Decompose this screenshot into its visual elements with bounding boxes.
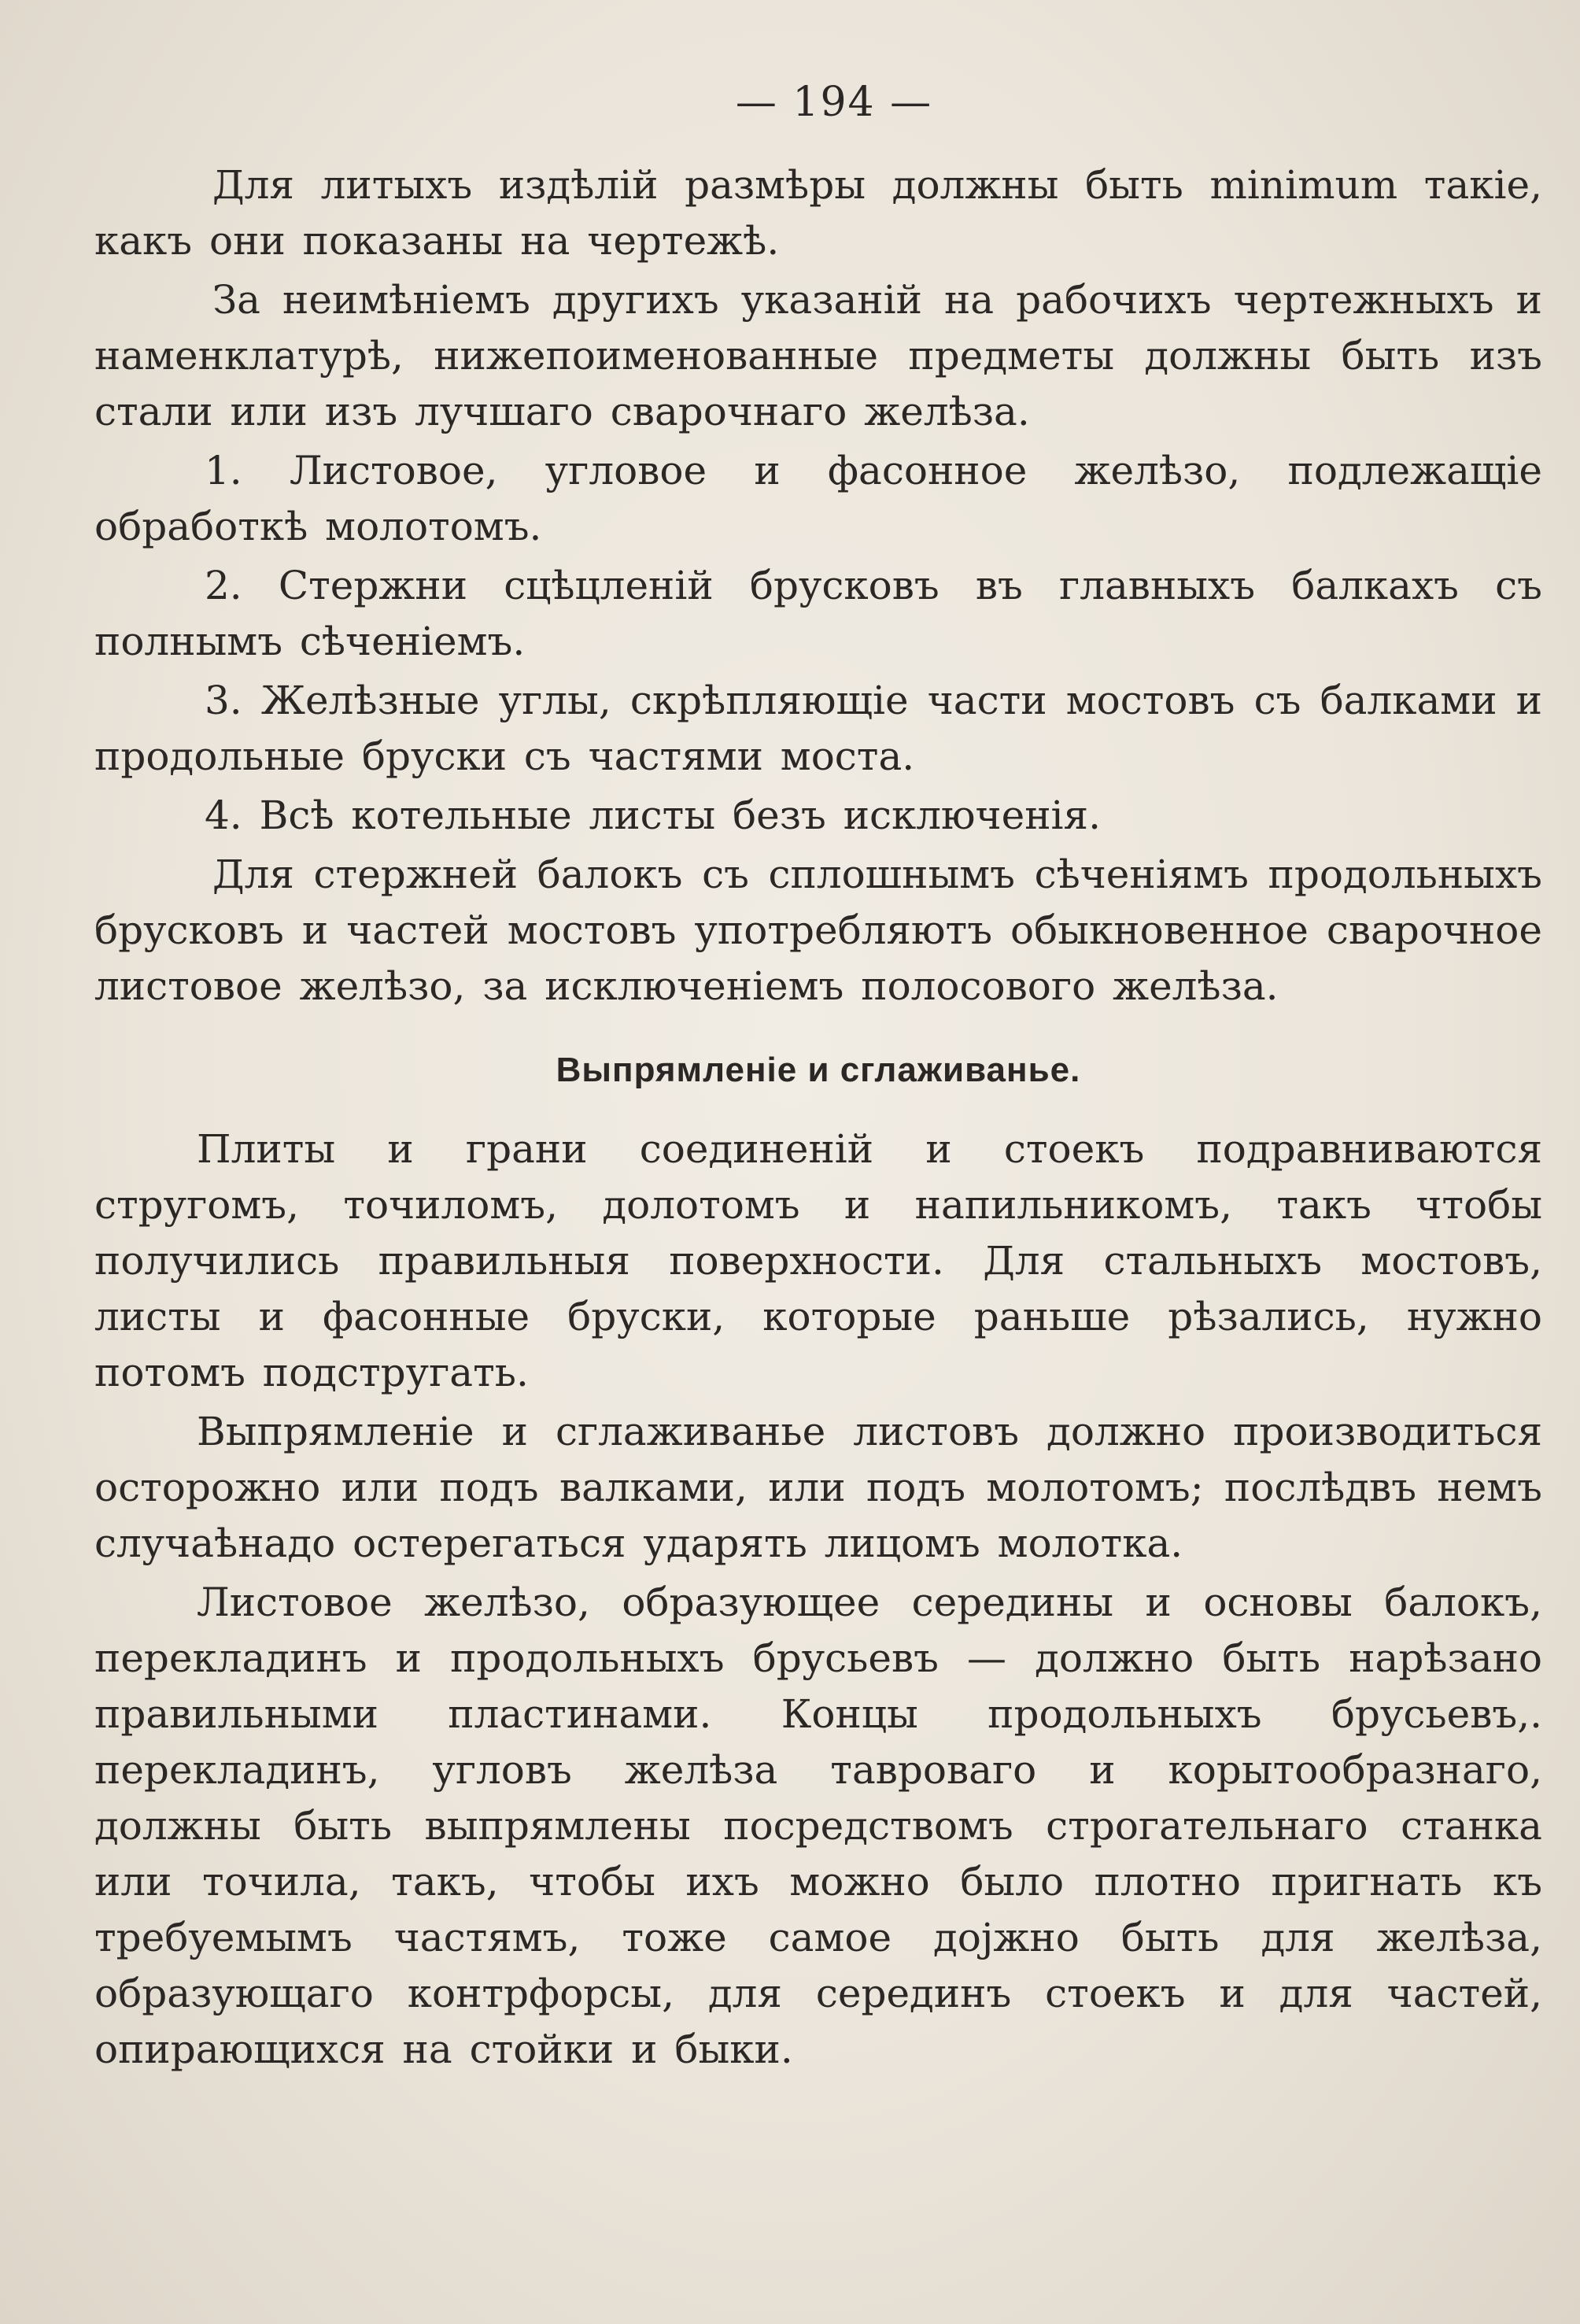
paragraph-rods: Для стержней балокъ съ сплошнымъ сѣченіямъ продольныхъ брусковъ и частей мостовъ употребляютъ обыкновенное сварочное листовое желѣзо, за исключеніемъ полосового желѣза. [94, 852, 1542, 1009]
paragraph-cast-items: Для литыхъ издѣлій размѣры должны быть minimum такіе, какъ они показаны на чертежѣ. [94, 162, 1542, 264]
section-heading: Выпрямленіе и сглаживанье. [556, 1051, 1081, 1089]
section-body [94, 1121, 1542, 2078]
list-item-1: 1. Листовое, угловое и фасонное желѣзо, подлежащіе обработкѣ молотомъ. [94, 448, 1542, 549]
list-item-4: 4. Всѣ котельные листы безъ исключенія. [205, 793, 1101, 838]
document-page [94, 79, 1542, 2081]
paragraph-straightening: Выпрямленіе и сглаживанье листовъ должно производиться осторожно или подъ валками, или подъ молотомъ; послѣдвъ немъ случаѣнадо остерегаться ударять лицомъ молотка. [94, 1409, 1542, 1566]
paragraph-sheet-iron: Листовое желѣзо, образующее середины и основы балокъ, перекладинъ и продольныхъ брусьевъ — должно быть нарѣзано правильными пластинами. Концы продольныхъ брусьевъ,. перекладинъ, угловъ желѣза тавроваго и корытообразнаго, должны быть выпрямлены посредствомъ строгательнаго станка или точила, такъ, чтобы ихъ можно было плотно пригнать къ требуемымъ частямъ, тоже самое доjжно быть для желѣза, образующаго контрфорсы, для серединъ стоекъ и для частей, опирающихся на стойки и быки. [94, 1580, 1542, 2072]
page-number: — 194 — [735, 79, 933, 126]
paragraph-materials: За неимѣніемъ другихъ указаній на рабочихъ чертежныхъ и наменклатурѣ, нижепоименованные предметы должны быть изъ стали или изъ лучшаго сварочнаго желѣза. [94, 277, 1542, 434]
list-item-3: 3. Желѣзные углы, скрѣпляющіе части мостовъ съ балками и продольные бруски съ частями моста. [94, 678, 1542, 779]
paragraph-plates: Плиты и грани соединеній и стоекъ подравниваются стругомъ, точиломъ, долотомъ и напильникомъ, такъ чтобы получились правильныя поверхности. Для стальныхъ мостовъ, листы и фасонные бруски, которые раньше рѣзались, нужно потомъ подстругать. [94, 1126, 1542, 1395]
list-item-2: 2. Стержни сцѣцленій брусковъ въ главныхъ балкахъ съ полнымъ сѣченіемъ. [94, 563, 1542, 664]
